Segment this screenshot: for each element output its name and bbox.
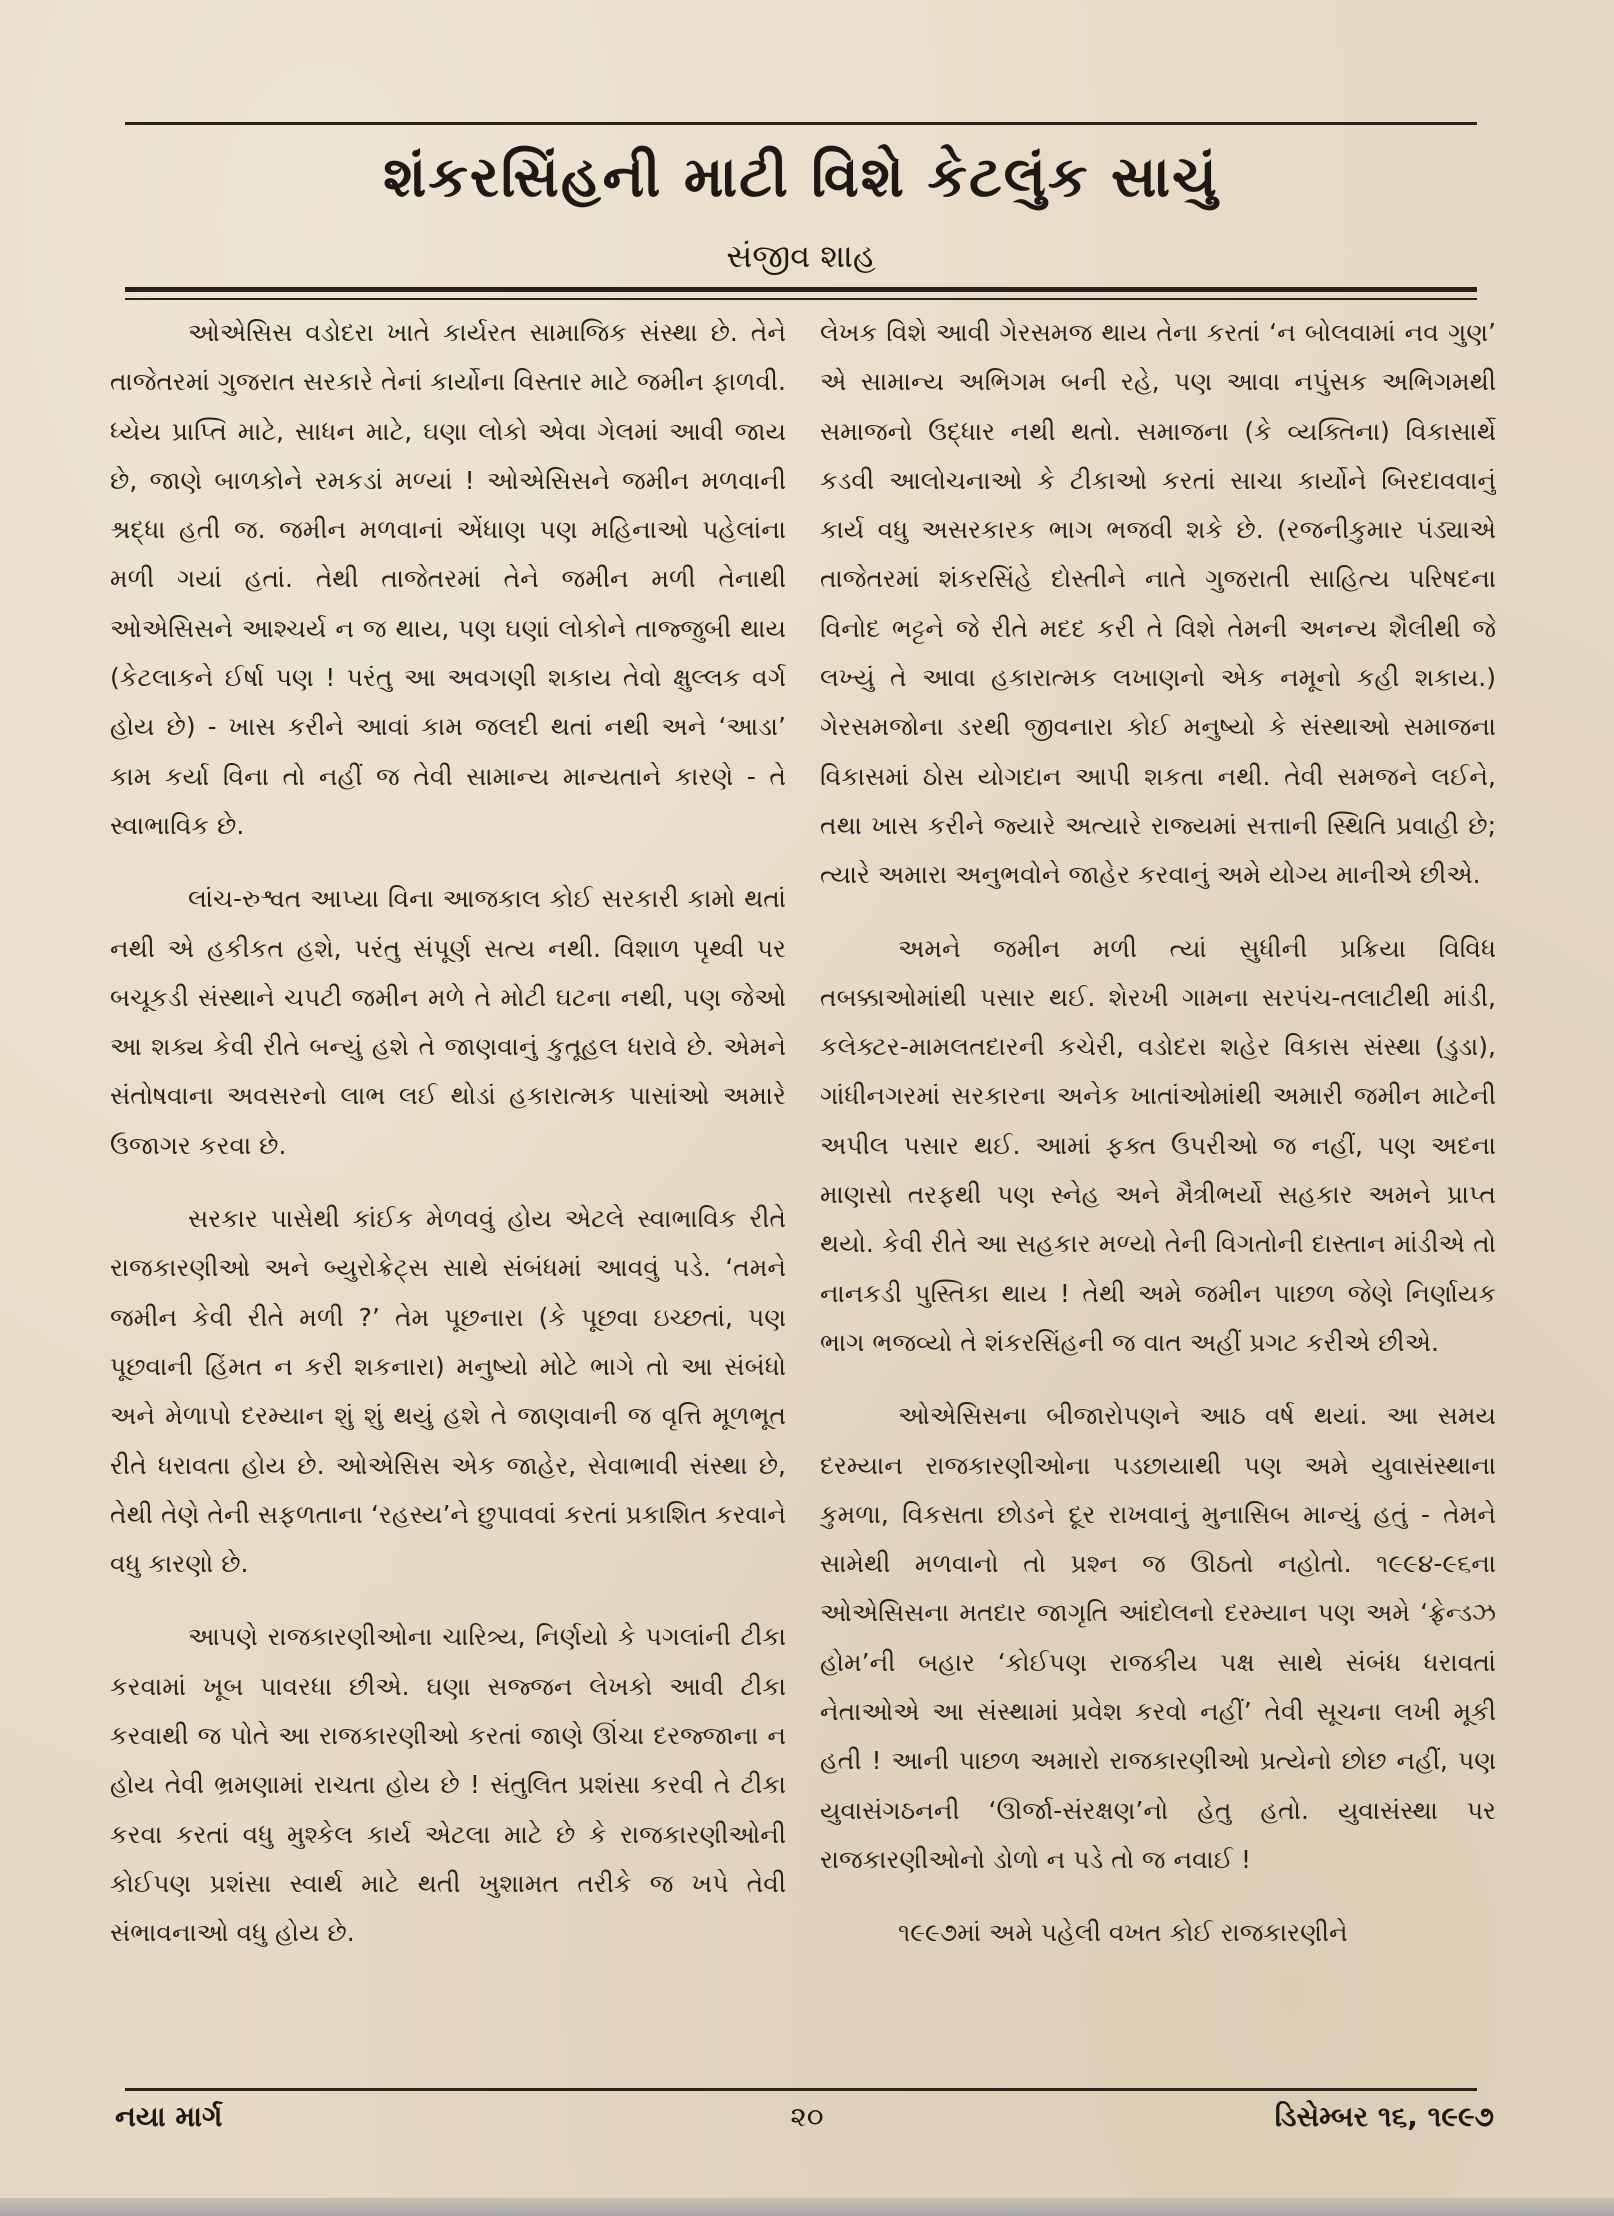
page-number: ૨૦: [790, 2100, 824, 2133]
paragraph: અમને જમીન મળી ત્યાં સુધીની પ્રક્રિયા વિવિધ તબક્કાઓમાંથી પસાર થઈ. શેરખી ગામના સરપંચ-તલાટીથી માંડી, કલેક્ટર-મામલતદારની કચેરી, વડોદરા શહેર વિકાસ સંસ્થા (ડુડા), ગાંધીનગરમાં સરકારના અનેક ખાતાંઓમાંથી અમારી જમીન માટેની અપીલ પસાર થઈ. આમાં ફક્ત ઉપરીઓ જ નહીં, પણ અદના માણસો તરફથી પણ સ્નેહ અને મૈત્રીભર્યો સહકાર અમને પ્રાપ્ત થયો. કેવી રીતે આ સહકાર મળ્યો તેની વિગતોની દાસ્તાન માંડીએ તો નાનકડી પુસ્તિકા થાય ! તેથી અમે જમીન પાછળ જેણે નિર્ણાયક ભાગ ભજવ્યો તે શંકરસિંહની જ વાત અહીં પ્રગટ કરીએ છીએ.: [820, 933, 1496, 1357]
paragraph: ઓએસિસના બીજારોપણને આઠ વર્ષ થયાં. આ સમય દરમ્યાન રાજકારણીઓના પડછાયાથી પણ અમે યુવાસંસ્થાના કુમળા, વિકસતા છોડને દૂર રાખવાનું મુનાસિબ માન્યું હતું - તેમને સામેથી મળવાનો તો પ્રશ્ન જ ઊઠતો નહોતો. ૧૯૯૪-૯૬ના ઓએસિસના મતદાર જાગૃતિ આંદોલનો દરમ્યાન પણ અમે ‘ફ્રેન્ડઝ હોમ’ની બહાર ‘કોઈપણ રાજકીય પક્ષ સાથે સંબંધ ધરાવતાં નેતાઓએ આ સંસ્થામાં પ્રવેશ કરવો નહીં’ તેવી સૂચના લખી મૂકી હતી ! આની પાછળ અમારો રાજકારણીઓ પ્રત્યેનો છોછ નહીં, પણ યુવાસંગઠનની ‘ઊર્જા-સંરક્ષણ’નો હેતુ હતો. યુવાસંસ્થા પર રાજકારણીઓનો ડોળો ન પડે તો જ નવાઈ !: [820, 1401, 1496, 1874]
top-rule: [125, 122, 1477, 125]
article-title: શંકરસિંહની માટી વિશે કેટલુંક સાચું: [383, 145, 1219, 210]
right-column: [820, 308, 1496, 2080]
article-author: સંજીવ શાહ: [726, 237, 876, 275]
paragraph: લાંચ-રુશ્વત આપ્યા વિના આજકાલ કોઈ સરકારી કામો થતાં નથી એ હકીકત હશે, પરંતુ સંપૂર્ણ સત્ય નથી. વિશાળ પૃથ્વી પર બચૂકડી સંસ્થાને ચપટી જમીન મળે તે મોટી ઘટના નથી, પણ જેઓ આ શક્ય કેવી રીતે બન્યું હશે તે જાણવાનું કુતૂહલ ધરાવે છે. એમને સંતોષવાના અવસરનો લાભ લઈ થોડાં હકારાત્મક પાસાંઓ અમારે ઉજાગર કરવા છે.: [110, 884, 786, 1160]
scan-edge: [0, 2198, 1614, 2216]
left-column: [110, 308, 786, 2080]
magazine-name: નયા માર્ગ: [115, 2100, 223, 2133]
issue-date: ડિસેમ્બર ૧૬, ૧૯૯૭: [1274, 2100, 1494, 2133]
paragraph: સરકાર પાસેથી કાંઈક મેળવવું હોય એટલે સ્વાભાવિક રીતે રાજકારણીઓ અને બ્યુરોક્રેટ્સ સાથે સંબંધમાં આવવું પડે. ‘તમને જમીન કેવી રીતે મળી ?’ તેમ પૂછનારા (કે પૂછવા ઇચ્છતાં, પણ પૂછવાની હિંમત ન કરી શકનારા) મનુષ્યો મોટે ભાગે તો આ સંબંધો અને મેળાપો દરમ્યાન શું શું થયું હશે તે જાણવાની જ વૃત્તિ મૂળભૂત રીતે ધરાવતા હોય છે. ઓએસિસ એક જાહેર, સેવાભાવી સંસ્થા છે, તેથી તેણે તેની સફળતાના ‘રહસ્ય’ને છુપાવવાં કરતાં પ્રકાશિત કરવાને વધુ કારણો છે.: [110, 1204, 786, 1579]
paragraph: ઓએસિસ વડોદરા ખાતે કાર્યરત સામાજિક સંસ્થા છે. તેને તાજેતરમાં ગુજરાત સરકારે તેનાં કાર્યોના વિસ્તાર માટે જમીન ફાળવી. ધ્યેય પ્રાપ્તિ માટે, સાધન માટે, ઘણા લોકો એવા ગેલમાં આવી જાય છે, જાણે બાળકોને રમકડાં મળ્યાં ! ઓએસિસને જમીન મળવાની શ્રદ્ધા હતી જ. જમીન મળવાનાં એંધાણ પણ મહિનાઓ પહેલાંના મળી ગયાં હતાં. તેથી તાજેતરમાં તેને જમીન મળી તેનાથી ઓએસિસને આશ્ચર્ય ન જ થાય, પણ ઘણાં લોકોને તાજ્જુબી થાય (કેટલાકને ઈર્ષા પણ ! પરંતુ આ અવગણી શકાય તેવો ક્ષુલ્લક વર્ગ હોય છે) - ખાસ કરીને આવાં કામ જલદી થતાં નથી અને ‘આડા’ કામ કર્યા વિના તો નહીં જ તેવી સામાન્ય માન્યતાને કારણે - તે સ્વાભાવિક છે.: [110, 318, 786, 840]
header-thin-rule: [125, 298, 1477, 300]
paragraph: આપણે રાજકારણીઓના ચારિત્ર્ય, નિર્ણયો કે પગલાંની ટીકા કરવામાં ખૂબ પાવરધા છીએ. ઘણા સજ્જન લેખકો આવી ટીકા કરવાથી જ પોતે આ રાજકારણીઓ કરતાં જાણે ઊંચા દરજ્જાના ન હોય તેવી ભ્રમણામાં રાચતા હોય છે ! સંતુલિત પ્રશંસા કરવી તે ટીકા કરવા કરતાં વધુ મુશ્કેલ કાર્ય એટલા માટે છે કે રાજકારણીઓની કોઈપણ પ્રશંસા સ્વાર્થ માટે થતી ખુશામત તરીકે જ ખપે તેવી સંભાવનાઓ વધુ હોય છે.: [110, 1622, 786, 1948]
header-thick-rule: [125, 287, 1477, 292]
footer-rule: [125, 2088, 1477, 2091]
paragraph: લેખક વિશે આવી ગેરસમજ થાય તેના કરતાં ‘ન બોલવામાં નવ ગુણ’ એ સામાન્ય અભિગમ બની રહે, પણ આવા નપુંસક અભિગમથી સમાજનો ઉદ્ધાર નથી થતો. સમાજના (કે વ્યક્તિના) વિકાસાર્થે કડવી આલોચનાઓ કે ટીકાઓ કરતાં સાચા કાર્યોને બિરદાવવાનું કાર્ય વધુ અસરકારક ભાગ ભજવી શકે છે. (રજનીકુમાર પંડ્યાએ તાજેતરમાં શંકરસિંહે દોસ્તીને નાતે ગુજરાતી સાહિત્ય પરિષદના વિનોદ ભટ્ટને જે રીતે મદદ કરી તે વિશે તેમની અનન્ય શૈલીથી જે લખ્યું તે આવા હકારાત્મક લખાણનો એક નમૂનો કહી શકાય.) ગેરસમજોના ડરથી જીવનારા કોઈ મનુષ્યો કે સંસ્થાઓ સમાજના વિકાસમાં ઠોસ યોગદાન આપી શકતા નથી. તેવી સમજને લઈને, તથા ખાસ કરીને જ્યારે અત્યારે રાજ્યમાં સત્તાની સ્થિતિ પ્રવાહી છે; ત્યારે અમારા અનુભવોને જાહેર કરવાનું અમે યોગ્ય માનીએ છીએ.: [820, 318, 1496, 890]
paragraph: ૧૯૯૭માં અમે પહેલી વખત કોઈ રાજકારણીને: [898, 1918, 1348, 1948]
